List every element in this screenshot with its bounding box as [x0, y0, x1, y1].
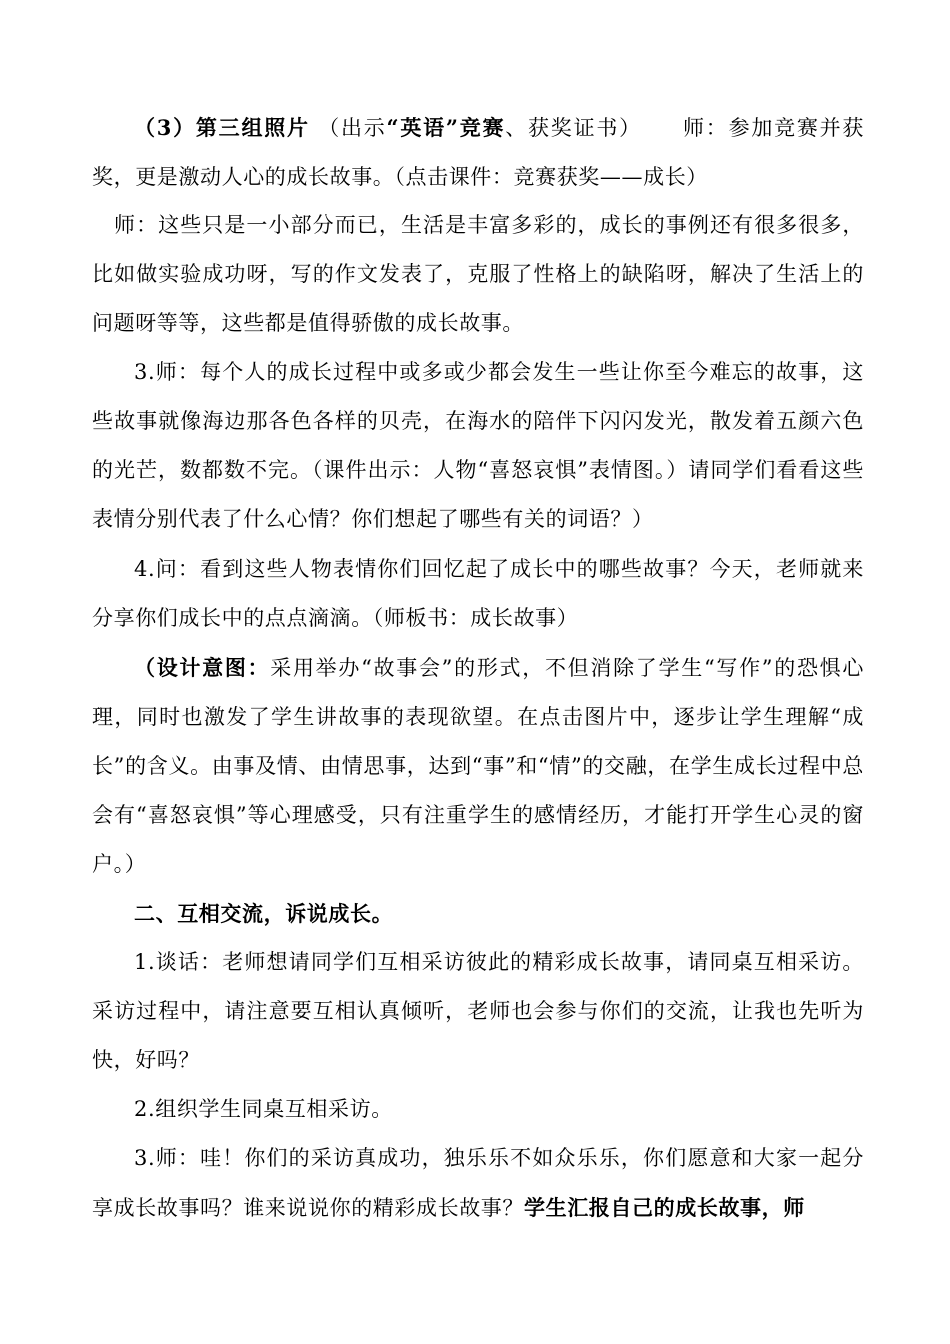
paragraph-step-4: 4.问：看到这些人物表情你们回忆起了成长中的哪些故事？今天，老师就来分享你们成长中的点点滴滴。（师板书：成长故事）: [92, 557, 864, 630]
paragraph-interview-talk: 1.谈话：老师想请同学们互相采访彼此的精彩成长故事，请同桌互相采访。采访过程中，请注意要互相认真倾听，老师也会参与你们的交流，让我也先听为快，好吗？: [92, 950, 864, 1072]
paragraph-step-3: 3.师：每个人的成长过程中或多或少都会发生一些让你至今难忘的故事，这些故事就像海边那各色各样的贝壳，在海水的陪伴下闪闪发光，散发着五颜六色的光芒，数都数不完。（课件出示：人物“喜怒哀惧”表情图。）请同学们看看这些表情分别代表了什么心情？你们想起了哪些有关的词语？）: [92, 360, 864, 531]
share-stories-text: 3.师：哇！你们的采访真成功，独乐乐不如众乐乐，你们愿意和大家一起分享成长故事吗？谁来说说你的精彩成长故事？: [92, 1146, 864, 1220]
paragraph-share-stories: [92, 1134, 864, 1233]
design-intent-text: 采用举办“故事会”的形式，不但消除了学生“写作”的恐惧心理，同时也激发了学生讲故事的表现欲望。在点击图片中，逐步让学生理解“成长”的含义。由事及情、由情思事，达到“事”和“情”的交融，在学生成长过程中总会有“喜怒哀惧”等心理感受，只有注重学生的感情经历，才能打开学生心灵的窗户。）: [92, 656, 864, 876]
design-intent-label: （设计意图：: [134, 655, 271, 680]
section-heading-2: 二、互相交流，诉说成长。: [134, 901, 394, 926]
paragraph-organize-interview: 2.组织学生同桌互相采访。: [134, 1097, 393, 1121]
english-contest-label: “英语”竞赛: [386, 115, 506, 140]
text-segment: （出示: [309, 116, 387, 140]
student-report-text: 学生汇报自己的成长故事，师: [524, 1195, 805, 1220]
paragraph-teacher-remarks: 师：这些只是一小部分而已，生活是丰富多彩的，成长的事例还有很多很多，比如做实验成功呀，写的作文发表了，克服了性格上的缺陷呀，解决了生活上的问题呀等等，这些都是值得骄傲的成长故事。: [92, 213, 864, 335]
paragraph-third-photo-group: [92, 103, 864, 202]
paragraph-design-intent: [92, 643, 864, 889]
photo-group-heading: （3）第三组照片: [134, 115, 310, 140]
text-segment: 、获奖证书）: [505, 116, 642, 140]
text-segment: 师：参加竞赛并获奖，更是激动人心的成长故事。（点击课件：竞赛获奖——成长）: [92, 116, 865, 189]
